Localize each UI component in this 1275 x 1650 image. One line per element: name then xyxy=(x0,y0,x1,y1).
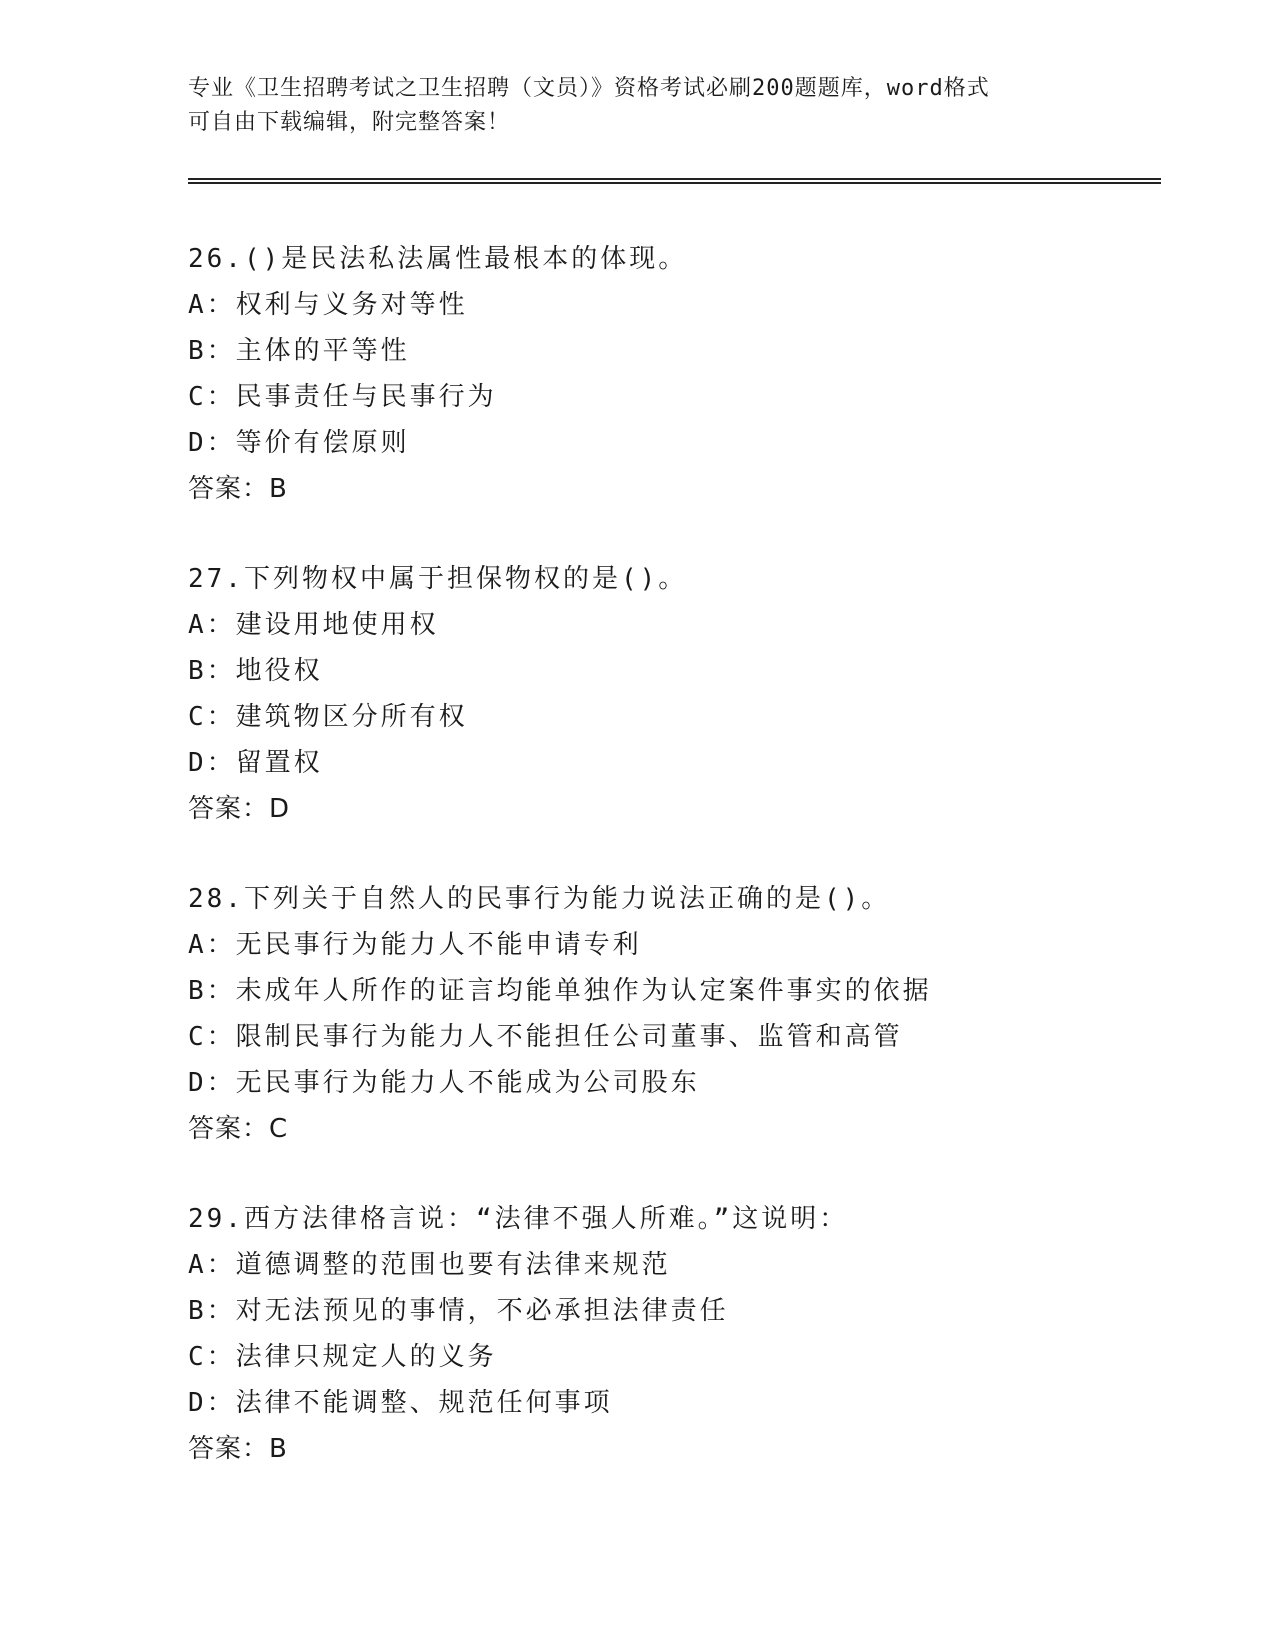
question-stem: 29.西方法律格言说：“法律不强人所难。”这说明： xyxy=(188,1204,849,1234)
header-line-2: 可自由下载编辑，附完整答案！ xyxy=(188,110,511,135)
answer-line: 答案：B xyxy=(188,474,288,504)
answer-line: 答案：C xyxy=(188,1114,289,1144)
document-header xyxy=(188,72,1088,140)
question-stem: 27.下列物权中属于担保物权的是()。 xyxy=(188,564,688,594)
option-d: D：无民事行为能力人不能成为公司股东 xyxy=(188,1068,700,1098)
option-c: C：建筑物区分所有权 xyxy=(188,702,468,732)
question-26 xyxy=(188,236,1188,512)
option-c: C：限制民事行为能力人不能担任公司董事、监管和高管 xyxy=(188,1022,903,1052)
option-a: A：建设用地使用权 xyxy=(188,610,439,640)
header-line-1: 专业《卫生招聘考试之卫生招聘（文员）》资格考试必刷200题题库，word格式 xyxy=(188,76,990,101)
option-b: B：地役权 xyxy=(188,656,323,686)
option-c: C：民事责任与民事行为 xyxy=(188,382,497,412)
option-a: A：无民事行为能力人不能申请专利 xyxy=(188,930,642,960)
option-d: D：等价有偿原则 xyxy=(188,428,410,458)
question-stem: 28.下列关于自然人的民事行为能力说法正确的是()。 xyxy=(188,884,891,914)
option-d: D：留置权 xyxy=(188,748,323,778)
option-d: D：法律不能调整、规范任何事项 xyxy=(188,1388,613,1418)
header-double-rule xyxy=(188,178,1161,184)
question-29 xyxy=(188,1196,1188,1472)
option-c: C：法律只规定人的义务 xyxy=(188,1342,497,1372)
question-27 xyxy=(188,556,1188,832)
answer-line: 答案：D xyxy=(188,794,291,824)
option-b: B：主体的平等性 xyxy=(188,336,410,366)
option-b: B：未成年人所作的证言均能单独作为认定案件事实的依据 xyxy=(188,976,932,1006)
question-stem: 26.()是民法私法属性最根本的体现。 xyxy=(188,244,688,274)
option-b: B：对无法预见的事情，不必承担法律责任 xyxy=(188,1296,729,1326)
option-a: A：权利与义务对等性 xyxy=(188,290,468,320)
question-28 xyxy=(188,876,1188,1152)
answer-line: 答案：B xyxy=(188,1434,288,1464)
option-a: A：道德调整的范围也要有法律来规范 xyxy=(188,1250,671,1280)
